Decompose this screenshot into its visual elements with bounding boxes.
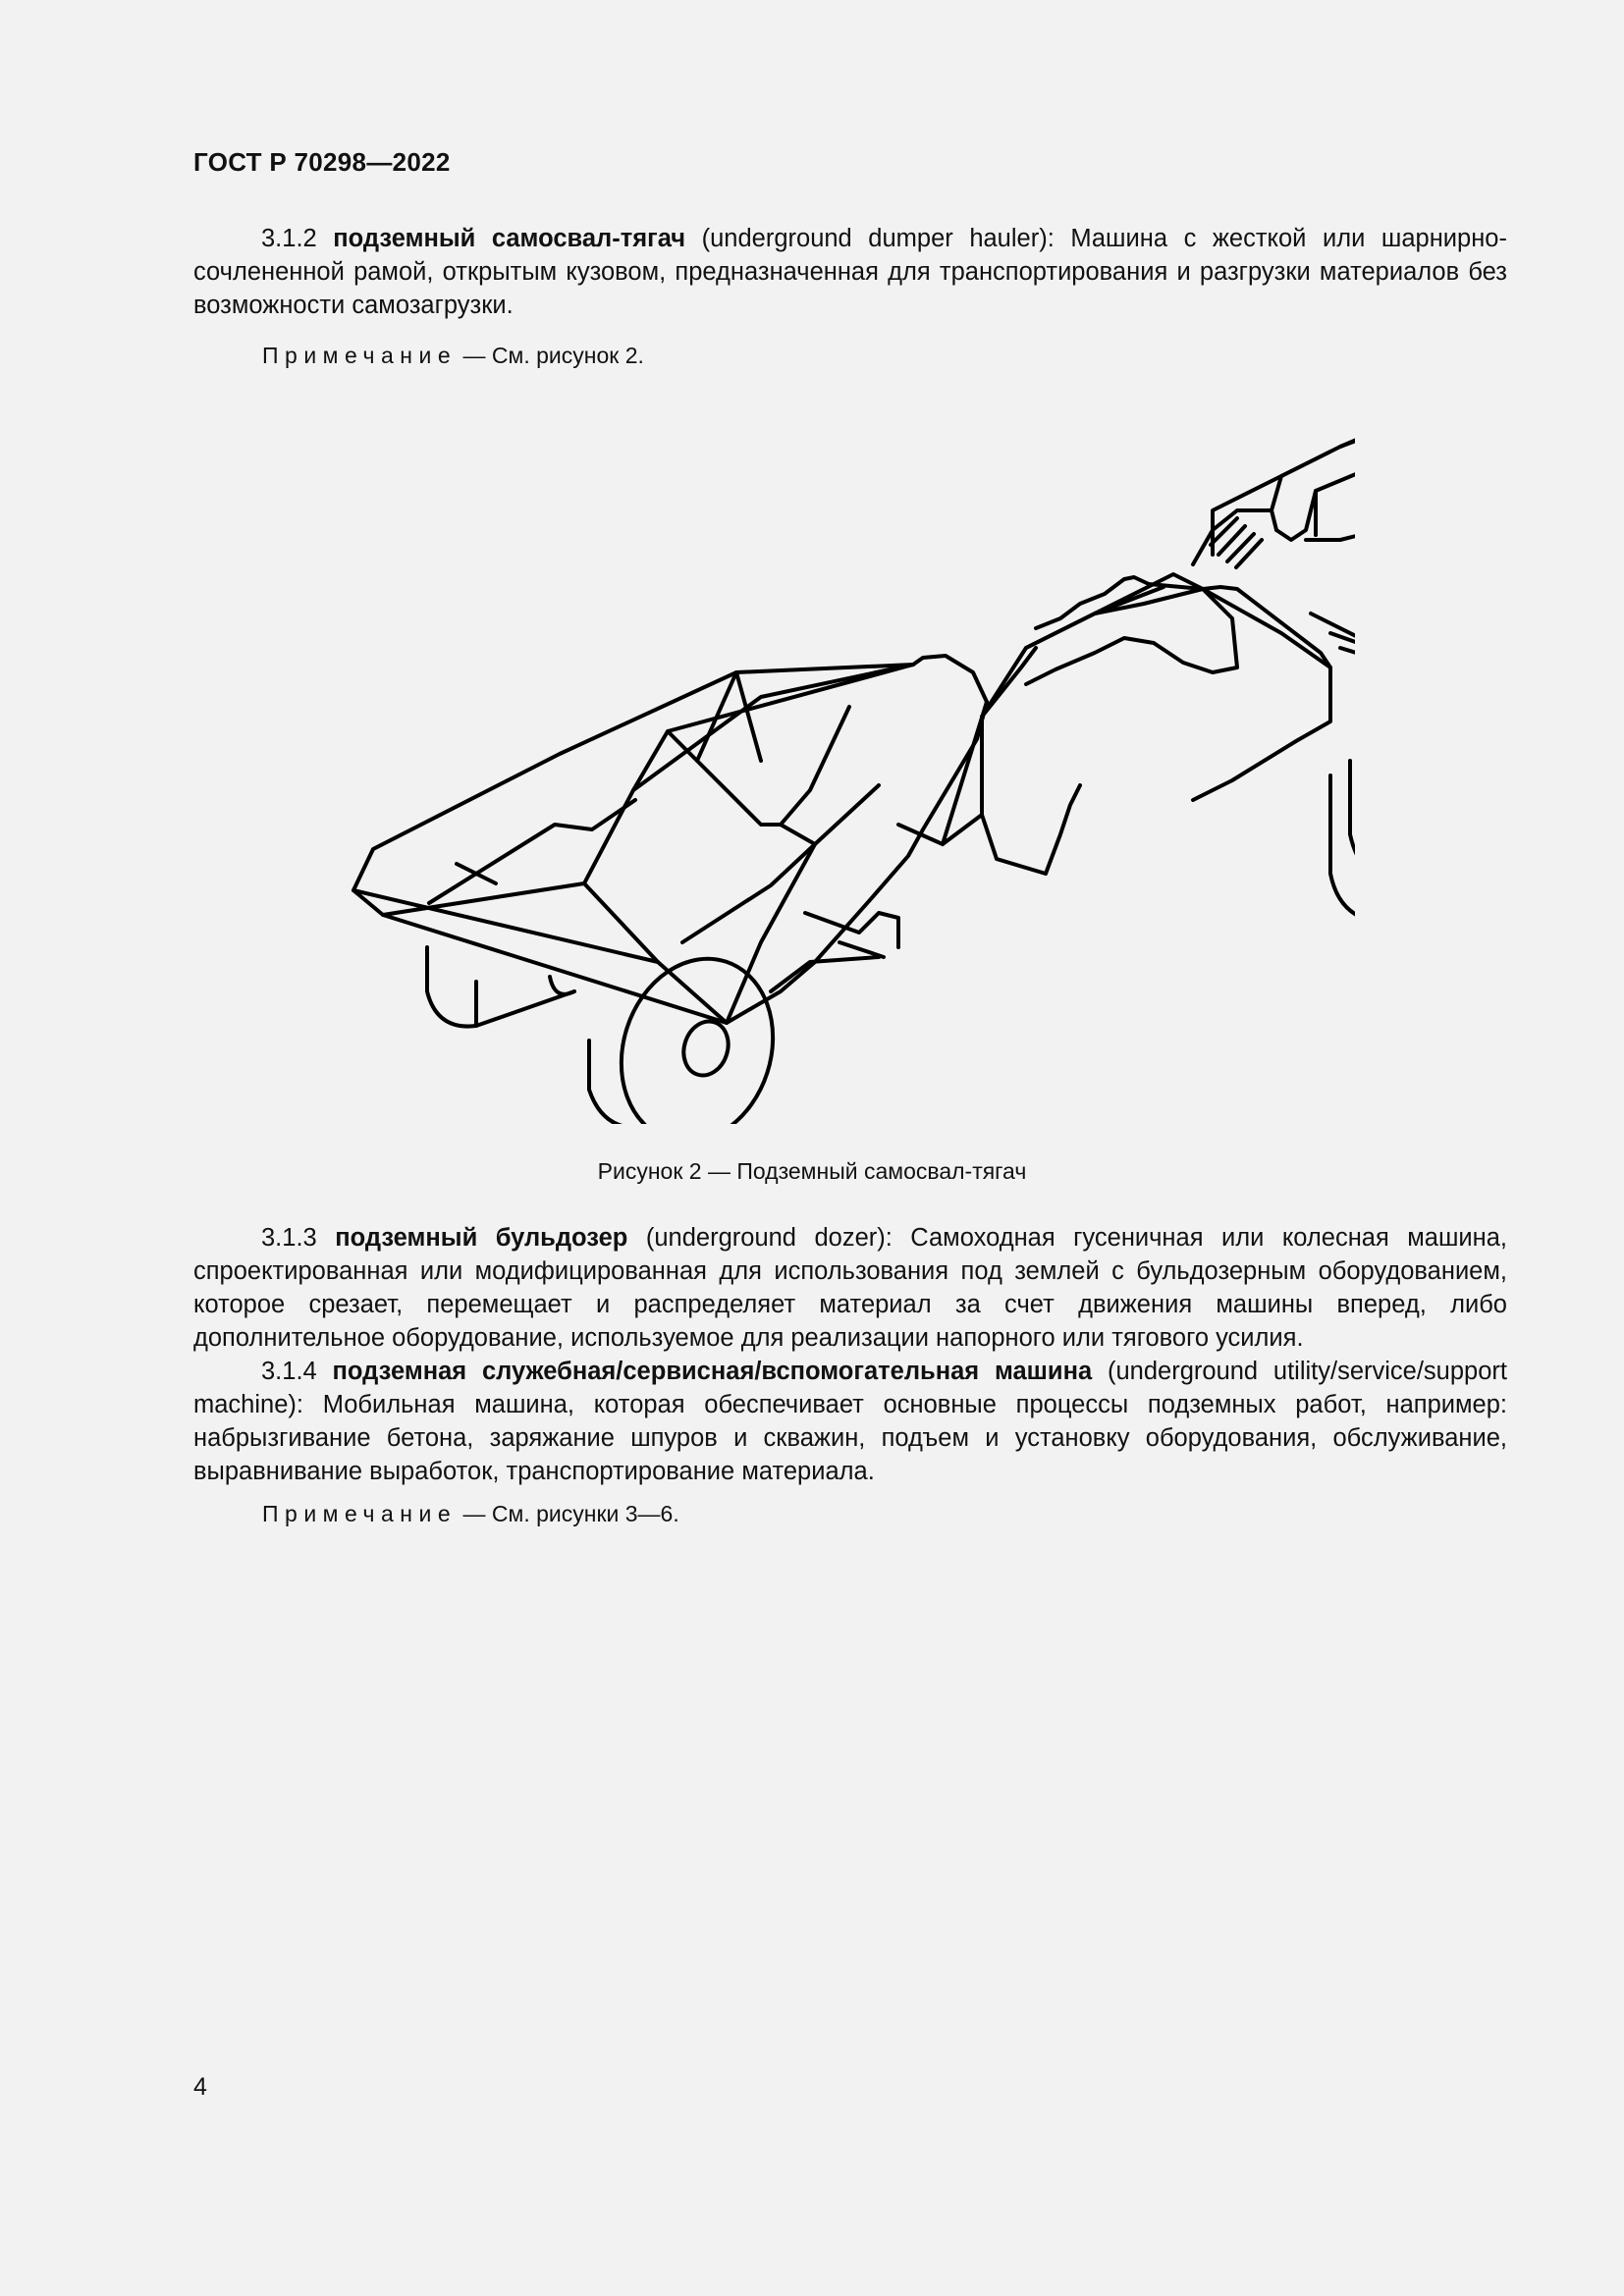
clause-number: 3.1.3 xyxy=(261,1224,317,1252)
definition-text: (underground utility/service/support machine): Мобильная машина, которая обеспечивает основные процессы подземных работ, например: набрызгивание бетона, заряжание шпуров и скважин, подъем и установку оборудования, обслуживание, выравнивание выработок, транспортирование материала. xyxy=(193,1358,1507,1485)
term: подземный бульдозер xyxy=(335,1224,628,1252)
clause-number: 3.1.4 xyxy=(261,1358,317,1385)
clause-number: 3.1.2 xyxy=(261,225,317,252)
document-header: ГОСТ Р 70298—2022 xyxy=(193,147,451,177)
definition-text: (underground dumper hauler): Машина с жесткой или шарнирно-сочлененной рамой, открытым кузовом, предназначенная для транспортирования и разгрузки материалов без возможности самозагрузки. xyxy=(193,225,1507,319)
definition-3-1-3 xyxy=(193,1221,1507,1355)
definition-3-1-2 xyxy=(193,222,1507,322)
page-number: 4 xyxy=(193,2073,207,2101)
note-2 xyxy=(262,1499,679,1528)
figure-caption: Рисунок 2 — Подземный самосвал-тягач xyxy=(597,1158,1027,1184)
term: подземный самосвал-тягач xyxy=(333,225,686,252)
note-label: Примечание xyxy=(262,343,458,368)
note-text: — См. рисунок 2. xyxy=(457,343,644,368)
definition-text: (underground dozer): Самоходная гусеничная или колесная машина, спроектированная или модифицированная для использования под землей с бульдозерным оборудованием, которое срезает, перемещает и распределяет материал за счет движения машины вперед, либо дополнительное оборудование, используемое для реализации напорного или тягового усилия. xyxy=(193,1224,1507,1352)
note-text: — См. рисунки 3—6. xyxy=(457,1501,679,1526)
term: подземная служебная/сервисная/вспомогательная машина xyxy=(332,1358,1093,1385)
note-1 xyxy=(262,341,644,370)
note-label: Примечание xyxy=(262,1501,458,1526)
dumper-hauler-figure xyxy=(349,412,1355,1124)
definition-3-1-4 xyxy=(193,1355,1507,1488)
